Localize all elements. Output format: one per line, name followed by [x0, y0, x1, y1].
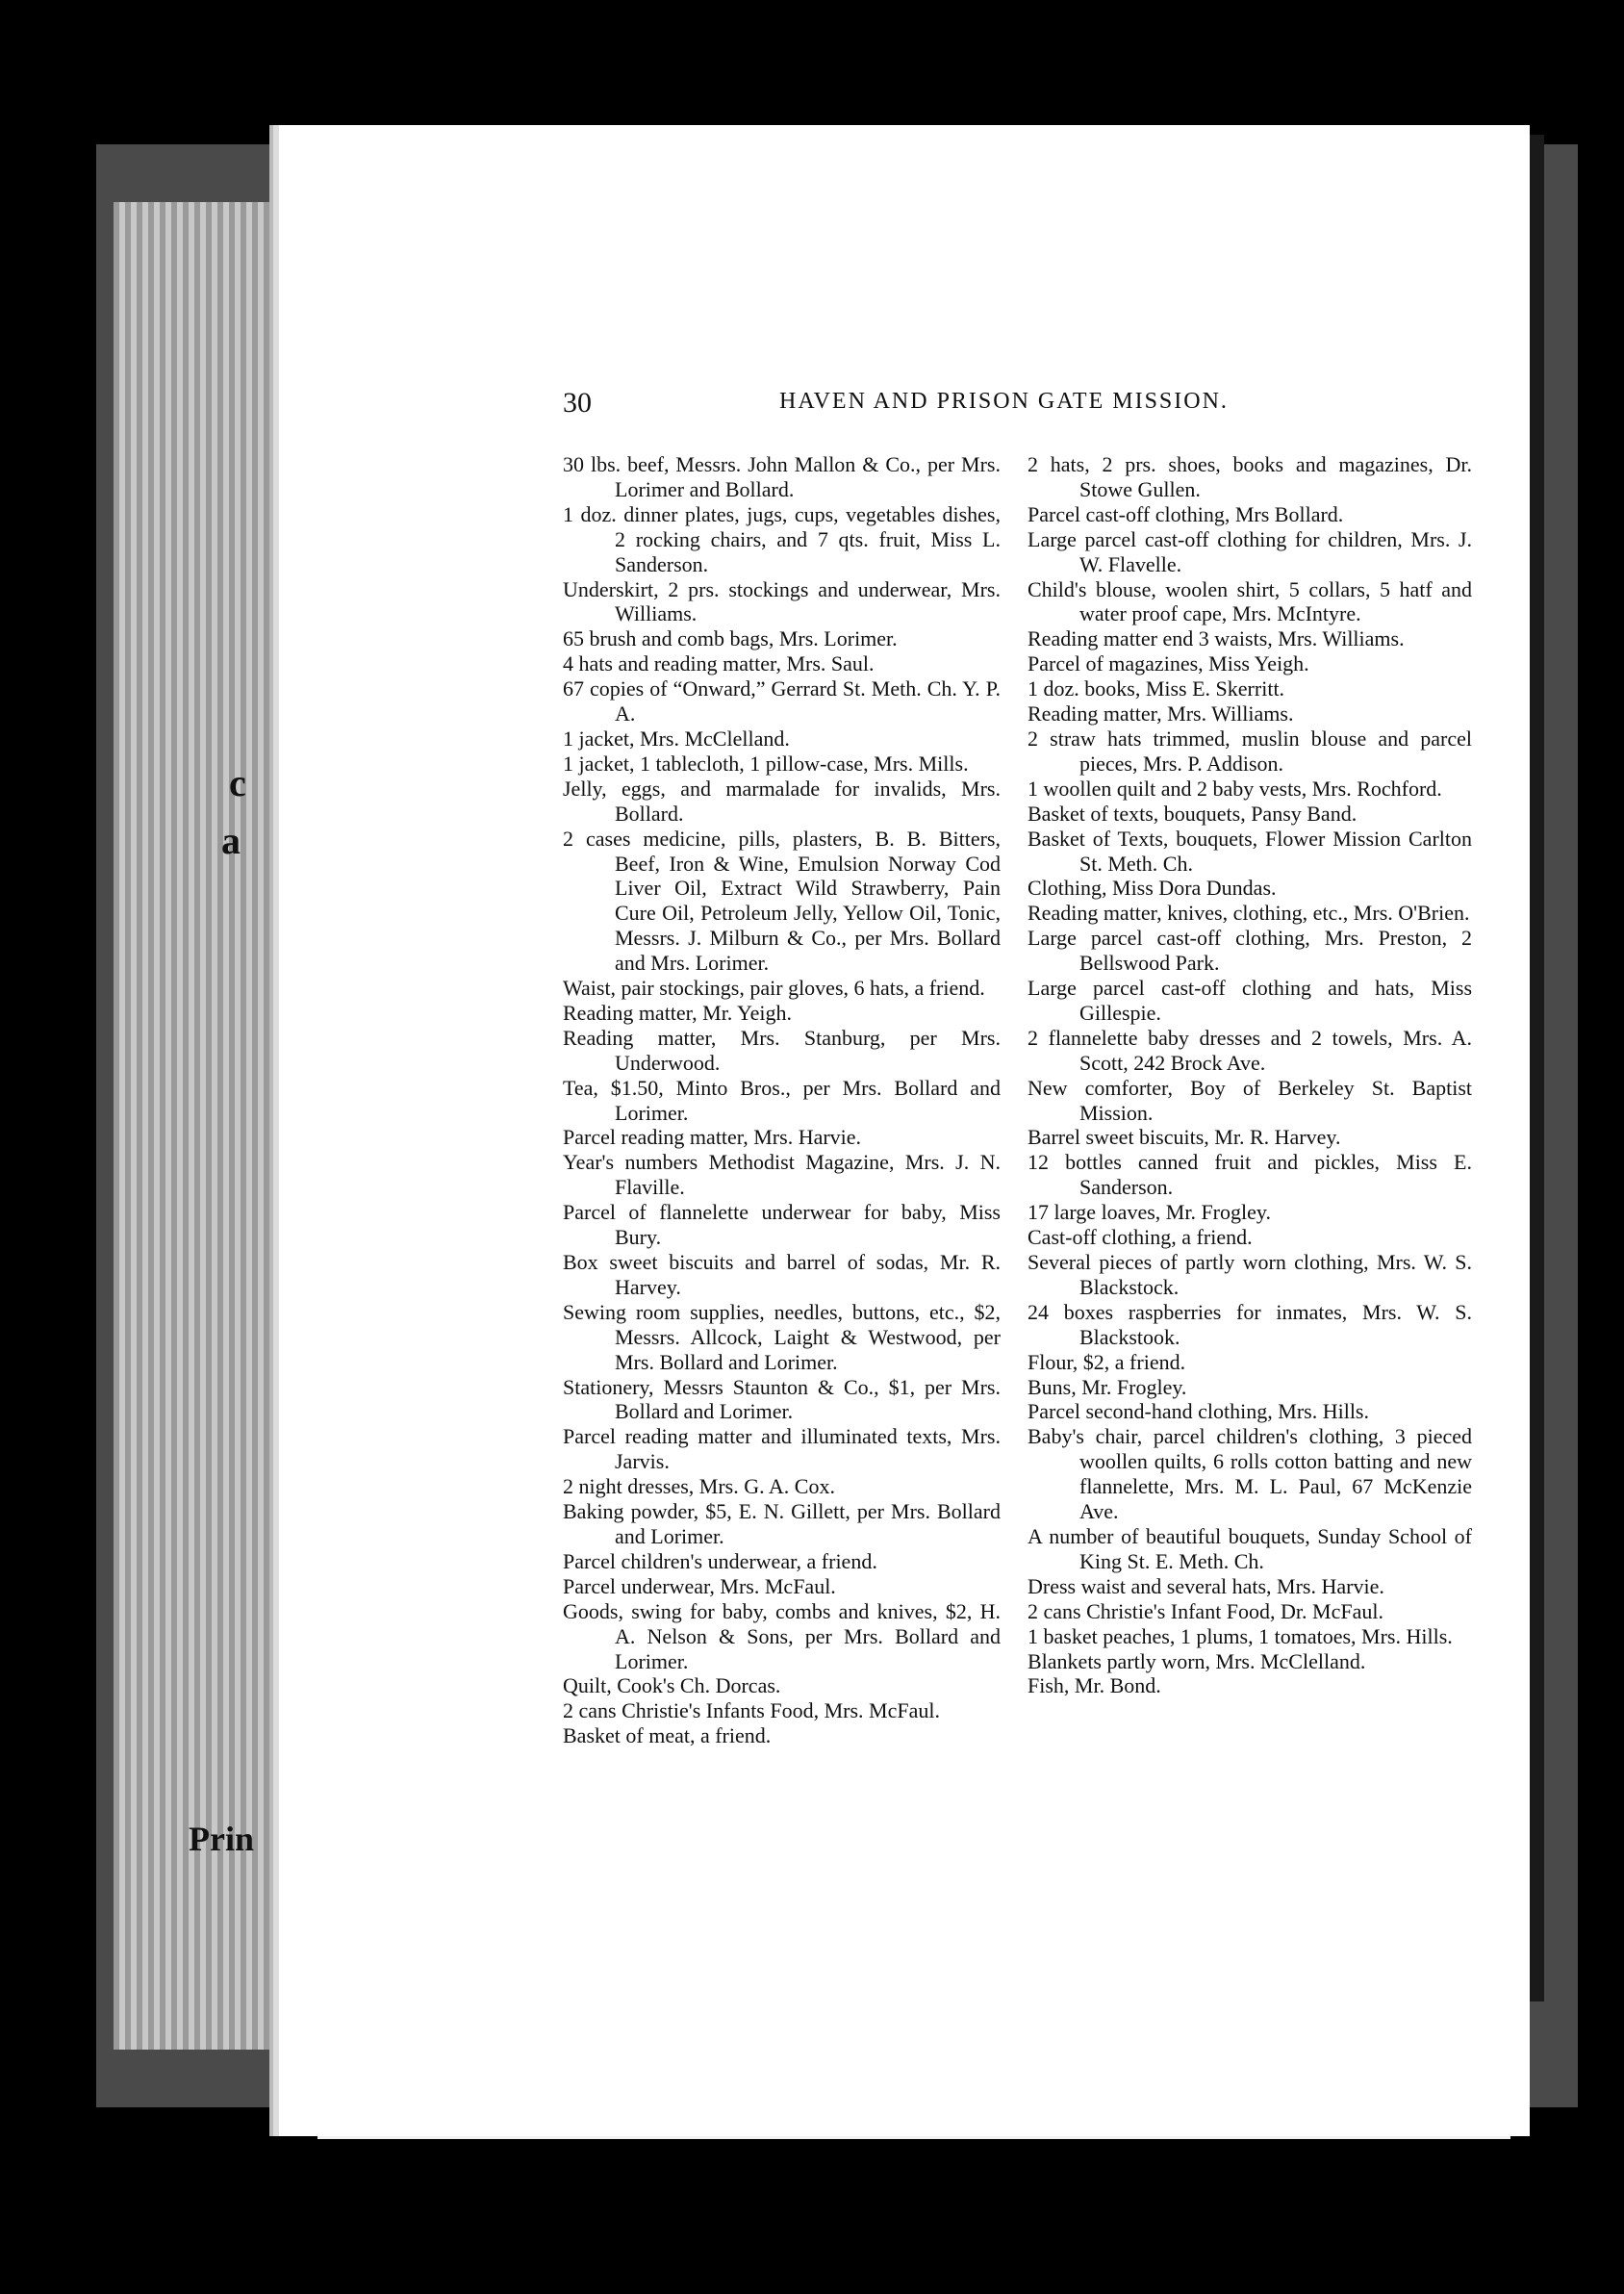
donation-entry: Box sweet biscuits and barrel of sodas, Mr. R. Harvey. [563, 1250, 1001, 1299]
donation-entry: Parcel second-hand clothing, Mrs. Hills. [1028, 1399, 1369, 1424]
donation-entry: Large parcel cast-off clothing and hats, Miss Gillespie. [1028, 976, 1472, 1025]
background-fragment: Prin [189, 1820, 254, 1858]
donation-entry: 67 copies of “Onward,” Gerrard St. Meth. Ch. Y. P. A. [563, 676, 1001, 726]
donation-entry: 2 flannelette baby dresses and 2 towels, Mrs. A. Scott, 242 Brock Ave. [1028, 1025, 1472, 1075]
donation-entry: 4 hats and reading matter, Mrs. Saul. [563, 651, 875, 676]
donation-entry: Buns, Mr. Frogley. [1028, 1374, 1187, 1399]
right-column [1028, 452, 1472, 1698]
donation-entry: Sewing room supplies, needles, buttons, etc., $2, Messrs. Allcock, Laight & Westwood, per Mrs. Bollard and Lorimer. [563, 1299, 1001, 1374]
donation-entry: Baking powder, $5, E. N. Gillett, per Mrs. Bollard and Lorimer. [563, 1499, 1001, 1548]
donation-entry: Reading matter, Mr. Yeigh. [563, 1000, 793, 1025]
left-column [563, 452, 1001, 1748]
donation-entry: Reading matter, Mrs. Stanburg, per Mrs. Underwood. [563, 1025, 1001, 1075]
donation-entry: Parcel cast-off clothing, Mrs Bollard. [1028, 501, 1344, 526]
donation-entry: 2 cans Christie's Infants Food, Mrs. McFaul. [563, 1698, 940, 1723]
donation-entry: A number of beautiful bouquets, Sunday School of King St. E. Meth. Ch. [1028, 1523, 1472, 1573]
donation-entry: Waist, pair stockings, pair gloves, 6 hats, a friend. [563, 976, 985, 1001]
donation-entry: Parcel reading matter, Mrs. Harvie. [563, 1125, 862, 1150]
donation-entry: Parcel of flannelette underwear for baby, Miss Bury. [563, 1200, 1001, 1250]
page-title: HAVEN AND PRISON GATE MISSION. [779, 389, 1229, 414]
donation-entry: Clothing, Miss Dora Dundas. [1028, 876, 1277, 901]
donation-entry: 2 hats, 2 prs. shoes, books and magazines, Dr. Stowe Gullen. [1028, 452, 1472, 501]
donation-entry: New comforter, Boy of Berkeley St. Baptist Mission. [1028, 1075, 1472, 1125]
donation-entry: Underskirt, 2 prs. stockings and underwear, Mrs. Williams. [563, 576, 1001, 626]
donation-entry: 17 large loaves, Mr. Frogley. [1028, 1200, 1271, 1225]
background-fragment: a [221, 819, 241, 862]
donation-entry: Baby's chair, parcel children's clothing, 3 pieced woollen quilts, 6 rolls cotton batting and new flannelette, Mrs. M. L. Paul, 67 McKenzie Ave. [1028, 1424, 1472, 1524]
donation-entry: Child's blouse, woolen shirt, 5 collars, 5 hatf and water proof cape, Mrs. McIntyre. [1028, 576, 1472, 626]
donation-entry: Quilt, Cook's Ch. Dorcas. [563, 1673, 781, 1698]
donation-entry: Reading matter end 3 waists, Mrs. Williams. [1028, 626, 1405, 651]
donation-entry: Parcel underwear, Mrs. McFaul. [563, 1573, 836, 1598]
donation-entry: 2 night dresses, Mrs. G. A. Cox. [563, 1474, 835, 1499]
donation-entry: Several pieces of partly worn clothing, Mrs. W. S. Blackstock. [1028, 1250, 1472, 1299]
donation-entry: Large parcel cast-off clothing, Mrs. Preston, 2 Bellswood Park. [1028, 926, 1472, 976]
donation-entry: Flour, $2, a friend. [1028, 1349, 1186, 1374]
donation-entry: Blankets partly worn, Mrs. McClelland. [1028, 1648, 1366, 1673]
donation-entry: 65 brush and comb bags, Mrs. Lorimer. [563, 626, 898, 651]
donation-entry: Basket of texts, bouquets, Pansy Band. [1028, 801, 1358, 826]
donation-entry: 1 woollen quilt and 2 baby vests, Mrs. Rochford. [1028, 776, 1442, 801]
donation-entry: Large parcel cast-off clothing for children, Mrs. J. W. Flavelle. [1028, 526, 1472, 576]
donation-entry: Barrel sweet biscuits, Mr. R. Harvey. [1028, 1125, 1341, 1150]
donation-entry: 24 boxes raspberries for inmates, Mrs. W. S. Blackstook. [1028, 1299, 1472, 1349]
donation-entry: 1 doz. dinner plates, jugs, cups, vegetables dishes, 2 rocking chairs, and 7 qts. fruit, Miss L. Sanderson. [563, 501, 1001, 576]
donation-entry: 30 lbs. beef, Messrs. John Mallon & Co., per Mrs. Lorimer and Bollard. [563, 452, 1001, 501]
donation-entry: 1 basket peaches, 1 plums, 1 tomatoes, Mrs. Hills. [1028, 1623, 1453, 1648]
donation-entry: Stationery, Messrs Staunton & Co., $1, per Mrs. Bollard and Lorimer. [563, 1374, 1001, 1424]
donation-entry: 1 jacket, Mrs. McClelland. [563, 726, 790, 751]
donation-entry: Basket of Texts, bouquets, Flower Mission Carlton St. Meth. Ch. [1028, 826, 1472, 876]
page-number: 30 [563, 387, 592, 419]
donation-entry: Year's numbers Methodist Magazine, Mrs. J. N. Flaville. [563, 1150, 1001, 1200]
donation-entry: Basket of meat, a friend. [563, 1723, 772, 1748]
donation-entry: Parcel children's underwear, a friend. [563, 1548, 877, 1573]
donation-entry: Cast-off clothing, a friend. [1028, 1225, 1253, 1250]
donation-entry: 1 doz. books, Miss E. Skerritt. [1028, 676, 1285, 701]
donation-entry: Fish, Mr. Bond. [1028, 1673, 1161, 1698]
donation-entry: Dress waist and several hats, Mrs. Harvie. [1028, 1573, 1384, 1598]
donation-entry: Parcel of magazines, Miss Yeigh. [1028, 651, 1309, 676]
donation-entry: 2 cases medicine, pills, plasters, B. B. Bitters, Beef, Iron & Wine, Emulsion Norway Cod Liver Oil, Extract Wild Strawberry, Pain Cure Oil, Petroleum Jelly, Yellow Oil, Tonic, Messrs. J. Milburn & Co., per Mrs. Bollard and Mrs. Lorimer. [563, 826, 1001, 976]
donation-entry: Reading matter, Mrs. Williams. [1028, 701, 1294, 726]
donation-entry: 12 bottles canned fruit and pickles, Miss E. Sanderson. [1028, 1150, 1472, 1200]
donation-entry: Reading matter, knives, clothing, etc., Mrs. O'Brien. [1028, 901, 1470, 926]
background-fragment: c [229, 761, 246, 804]
donation-entry: 2 cans Christie's Infant Food, Dr. McFaul. [1028, 1598, 1383, 1623]
donation-entry: Tea, $1.50, Minto Bros., per Mrs. Bollard and Lorimer. [563, 1075, 1001, 1125]
donation-entry: Goods, swing for baby, combs and knives, $2, H. A. Nelson & Sons, per Mrs. Bollard and Lorimer. [563, 1598, 1001, 1673]
running-header [563, 387, 1535, 425]
donation-entry: Jelly, eggs, and marmalade for invalids, Mrs. Bollard. [563, 776, 1001, 826]
donation-entry: 1 jacket, 1 tablecloth, 1 pillow-case, Mrs. Mills. [563, 751, 969, 776]
donation-entry: 2 straw hats trimmed, muslin blouse and parcel pieces, Mrs. P. Addison. [1028, 726, 1472, 776]
donation-entry: Parcel reading matter and illuminated texts, Mrs. Jarvis. [563, 1424, 1001, 1474]
